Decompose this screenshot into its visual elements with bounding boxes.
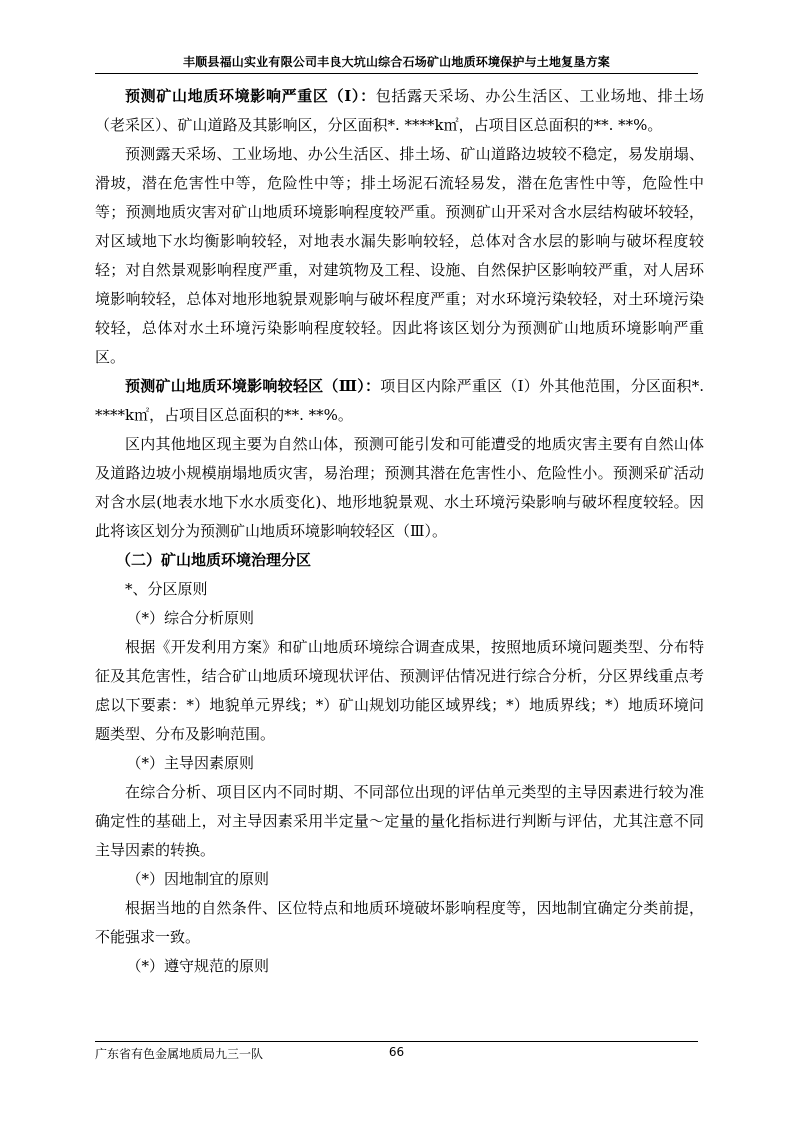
document-body — [95, 82, 704, 981]
paragraph-light-zone — [95, 372, 704, 430]
footer-rule — [95, 1041, 698, 1042]
paragraph-severe-zone-detail: 预测露天采场、工业场地、办公生活区、排土场、矿山道路边坡较不稳定，易发崩塌、滑坡，潜在危害性中等，危险性中等；排土场泥石流轻易发，潜在危害性中等，危险性中等；预测地质灾害对矿山地质环境影响程度较严重。预测矿山开采对含水层结构破坏较轻，对区域地下水均衡影响较轻，对地表水漏失影响较轻，总体对含水层的影响与破坏程度较轻；对自然景观影响程度严重，对建筑物及工程、设施、自然保护区影响较严重，对人居环境影响较轻，总体对地形地貌景观影响与破坏程度严重；对水环境污染较轻，对土环境污染较轻，总体对水土环境污染影响程度较轻。因此将该区划分为预测矿山地质环境影响严重区。 — [95, 145, 704, 366]
light-zone-heading: 预测矿山地质环境影响较轻区（Ⅲ）： — [125, 377, 381, 395]
paragraph-local: 根据当地的自然条件、区位特点和地质环境破坏影响程度等，因地制宜确定分类前提，不能强求一致。 — [95, 899, 704, 946]
severe-zone-text: 包括露天采场、办公生活区、工业场地、排土场（老采区）、矿山道路及其影响区，分区面积*. ****k㎡，占项目区总面积的**. **%。 — [95, 87, 704, 134]
footer-organization: 广东省有色金属地质局九三一队 — [95, 1047, 264, 1061]
principle-heading-norms: （*）遵守规范的原则 — [126, 957, 270, 975]
header-rule — [95, 73, 698, 74]
principle-heading-comprehensive: （*）综合分析原则 — [126, 609, 255, 627]
paragraph-dominant: 在综合分析、项目区内不同时期、不同部位出现的评估单元类型的主导因素进行较为准确定性的基础上，对主导因素采用半定量～定量的量化指标进行判断与评估，尤其注意不同主导因素的转换。 — [95, 783, 704, 859]
paragraph-light-zone-detail: 区内其他地区现主要为自然山体，预测可能引发和可能遭受的地质灾害主要有自然山体及道路边坡小规模崩塌地质灾害，易治理；预测其潜在危害性小、危险性小。预测采矿活动对含水层(地表水地下水水质变化)、地形地貌景观、水土环境污染影响与破坏程度较轻。因此将该区划分为预测矿山地质环境影响较轻区（Ⅲ）。 — [95, 435, 704, 540]
paragraph-severe-zone — [95, 82, 704, 140]
principle-heading-dominant: （*）主导因素原则 — [126, 754, 255, 772]
section-heading: （二）矿山地质环境治理分区 — [116, 551, 312, 569]
paragraph-comprehensive: 根据《开发利用方案》和矿山地质环境综合调查成果，按照地质环境问题类型、分布特征及其危害性，结合矿山地质环境现状评估、预测评估情况进行综合分析，分区界线重点考虑以下要素：*）地貌单元界线；*）矿山规划功能区域界线；*）地质界线；*）地质环境问题类型、分布及影响范围。 — [95, 638, 704, 743]
page-header-title: 丰顺县福山实业有限公司丰良大坑山综合石场矿山地质环境保护与土地复垦方案 — [182, 55, 610, 69]
light-zone-text: 项目区内除严重区（Ⅰ）外其他范围，分区面积*. ****k㎡，占项目区总面积的**. **%。 — [95, 377, 704, 424]
page-number: 66 — [388, 1045, 405, 1059]
principle-heading-local: （*）因地制宜的原则 — [126, 870, 270, 888]
severe-zone-heading: 预测矿山地质环境影响严重区（Ⅰ）： — [125, 87, 376, 105]
subsection-heading: *、分区原则 — [125, 580, 208, 598]
